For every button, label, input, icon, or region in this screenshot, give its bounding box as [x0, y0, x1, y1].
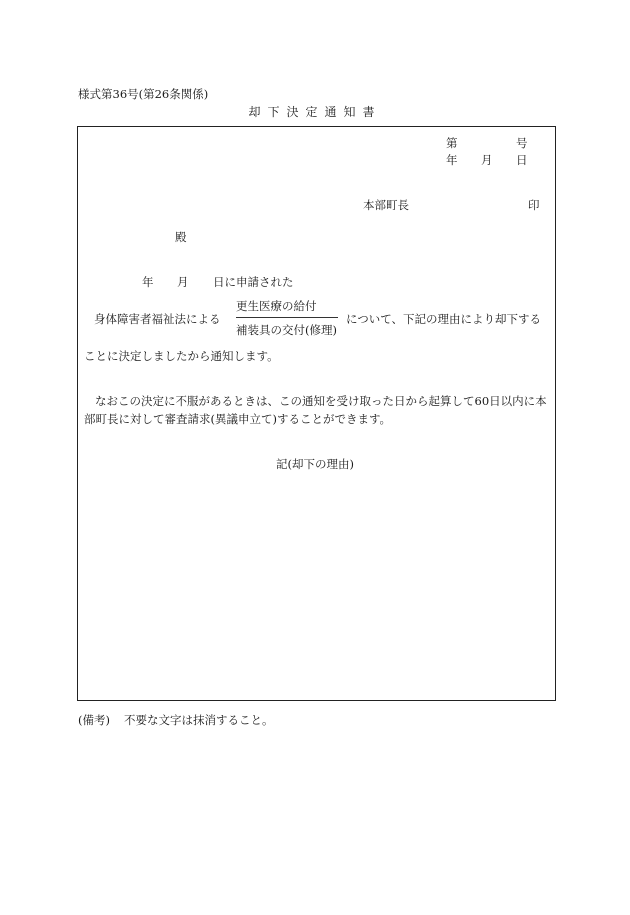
- appeal-paragraph: なおこの決定に不服があるときは、この通知を受け取った日から起算して60日以内に本部町長に対して審査請求(異議申立て)することができます。: [84, 394, 547, 426]
- law-text: 身体障害者福祉法による: [94, 312, 221, 326]
- option-prosthetic-device: 補装具の交付(修理): [236, 323, 337, 337]
- decision-text: ことに決定しましたから通知します。: [84, 349, 279, 363]
- date-day-label: 日: [516, 153, 528, 167]
- issuer-name: 本部町長: [363, 198, 409, 212]
- applied-month-label: 月: [177, 275, 189, 289]
- date-year-label: 年: [446, 153, 458, 167]
- reason-heading: 記(却下の理由): [276, 457, 354, 471]
- seal-mark: 印: [528, 198, 540, 212]
- date-month-label: 月: [481, 153, 493, 167]
- form-number: 様式第36号(第26条関係): [78, 87, 209, 101]
- remarks-text: 不要な文字は抹消すること。: [124, 713, 274, 727]
- rejection-clause: について、下記の理由により却下する: [346, 312, 542, 326]
- option-divider: [236, 317, 338, 318]
- addressee-suffix: 殿: [175, 230, 187, 244]
- number-suffix: 号: [516, 136, 528, 150]
- number-prefix: 第: [446, 136, 458, 150]
- document-title: 却下決定通知書: [248, 105, 382, 119]
- option-medical-care: 更生医療の給付: [236, 299, 317, 313]
- applied-date-text: 日に申請された: [213, 275, 294, 289]
- remarks-label: (備考): [78, 713, 110, 727]
- applied-year-label: 年: [142, 275, 154, 289]
